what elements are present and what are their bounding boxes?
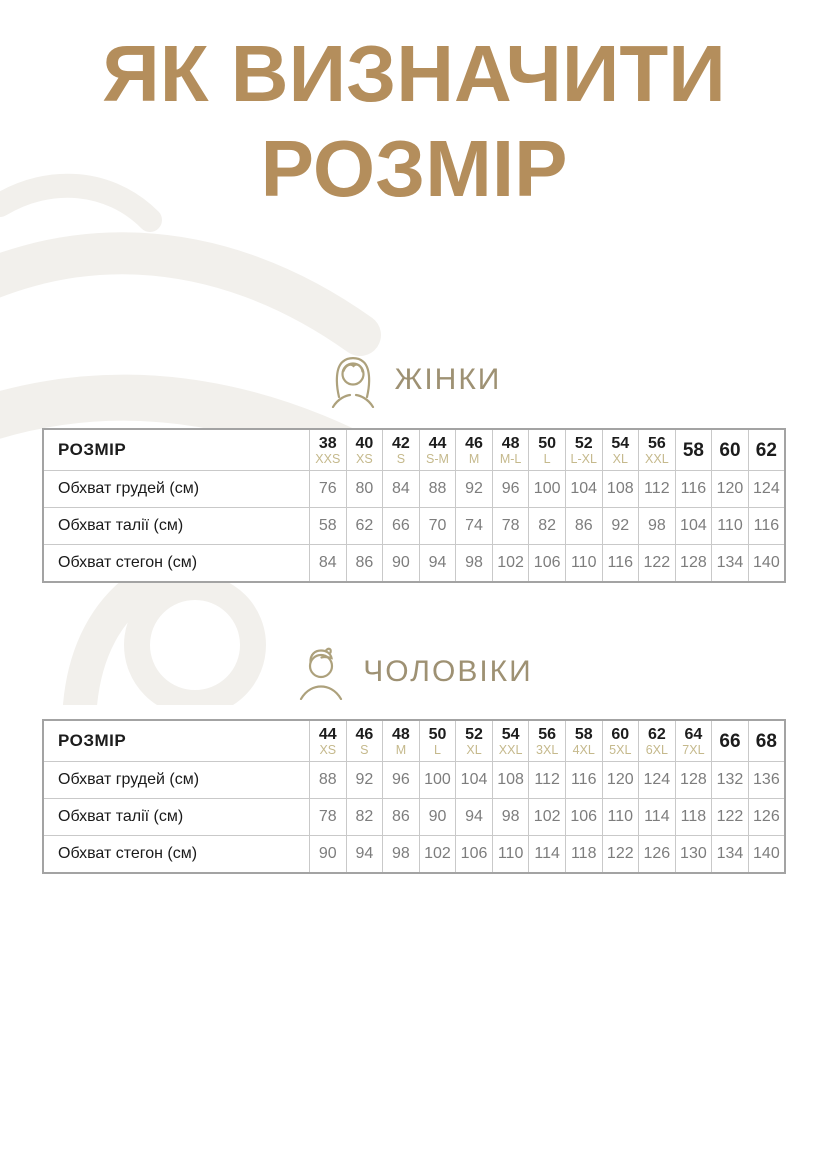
- measurement-value: 86: [565, 508, 602, 545]
- measurement-value: 84: [310, 545, 347, 583]
- measurement-value: 114: [529, 836, 566, 874]
- measurement-value: 88: [310, 762, 347, 799]
- measurement-value: 96: [492, 471, 529, 508]
- measurement-value: 92: [602, 508, 639, 545]
- measurement-value: 90: [419, 799, 456, 836]
- measurement-label: Обхват талії (см): [43, 508, 310, 545]
- measurement-label: Обхват грудей (см): [43, 762, 310, 799]
- measurement-value: 66: [383, 508, 420, 545]
- measurement-value: 62: [346, 508, 383, 545]
- size-column-header: 56 3XL: [529, 720, 566, 762]
- measurement-value: 126: [748, 799, 785, 836]
- measurement-row: [43, 799, 785, 836]
- size-column-header: 62: [748, 429, 785, 471]
- measurement-value: 86: [346, 545, 383, 583]
- measurement-value: 102: [492, 545, 529, 583]
- measurement-value: 110: [712, 508, 749, 545]
- measurement-label: Обхват грудей (см): [43, 471, 310, 508]
- men-section-header: [0, 644, 828, 700]
- size-column-header: 44 XS: [310, 720, 347, 762]
- measurement-value: 124: [748, 471, 785, 508]
- women-section-header: [0, 352, 828, 408]
- measurement-value: 116: [675, 471, 712, 508]
- measurement-value: 122: [712, 799, 749, 836]
- measurement-value: 74: [456, 508, 493, 545]
- measurement-row: [43, 762, 785, 799]
- size-column-header: 50 L: [529, 429, 566, 471]
- measurement-value: 110: [565, 545, 602, 583]
- measurement-label: Обхват талії (см): [43, 799, 310, 836]
- measurement-value: 104: [565, 471, 602, 508]
- men-section-label: ЧОЛОВІКИ: [363, 655, 533, 688]
- measurement-value: 112: [639, 471, 676, 508]
- women-size-table: [42, 428, 786, 583]
- measurement-value: 102: [529, 799, 566, 836]
- size-column-header: 54 XL: [602, 429, 639, 471]
- measurement-value: 140: [748, 836, 785, 874]
- size-column-header: 40 XS: [346, 429, 383, 471]
- measurement-label: Обхват стегон (см): [43, 545, 310, 583]
- measurement-value: 84: [383, 471, 420, 508]
- measurement-row: [43, 508, 785, 545]
- measurement-value: 90: [383, 545, 420, 583]
- size-column-header: 68: [748, 720, 785, 762]
- measurement-value: 128: [675, 762, 712, 799]
- measurement-value: 116: [602, 545, 639, 583]
- measurement-value: 106: [529, 545, 566, 583]
- measurement-value: 100: [419, 762, 456, 799]
- measurement-value: 120: [602, 762, 639, 799]
- measurement-value: 94: [419, 545, 456, 583]
- measurement-value: 92: [456, 471, 493, 508]
- size-column-header: 64 7XL: [675, 720, 712, 762]
- page-title: [0, 26, 828, 216]
- measurement-value: 98: [492, 799, 529, 836]
- size-table-header-label: РОЗМІР: [43, 429, 310, 471]
- measurement-value: 112: [529, 762, 566, 799]
- size-column-header: 58 4XL: [565, 720, 602, 762]
- measurement-value: 122: [602, 836, 639, 874]
- measurement-value: 118: [565, 836, 602, 874]
- measurement-value: 78: [310, 799, 347, 836]
- measurement-label: Обхват стегон (см): [43, 836, 310, 874]
- measurement-value: 100: [529, 471, 566, 508]
- measurement-value: 104: [456, 762, 493, 799]
- measurement-value: 104: [675, 508, 712, 545]
- page-title-line1: ЯК ВИЗНАЧИТИ: [102, 29, 726, 118]
- measurement-value: 110: [492, 836, 529, 874]
- measurement-value: 132: [712, 762, 749, 799]
- measurement-value: 134: [712, 545, 749, 583]
- size-column-header: 46 S: [346, 720, 383, 762]
- size-column-header: 62 6XL: [639, 720, 676, 762]
- measurement-row: [43, 545, 785, 583]
- measurement-value: 120: [712, 471, 749, 508]
- measurement-value: 114: [639, 799, 676, 836]
- measurement-value: 82: [529, 508, 566, 545]
- size-table-header-label: РОЗМІР: [43, 720, 310, 762]
- measurement-value: 106: [565, 799, 602, 836]
- measurement-value: 136: [748, 762, 785, 799]
- size-column-header: 52 XL: [456, 720, 493, 762]
- measurement-value: 110: [602, 799, 639, 836]
- measurement-value: 80: [346, 471, 383, 508]
- measurement-row: [43, 836, 785, 874]
- measurement-value: 98: [383, 836, 420, 874]
- measurement-value: 128: [675, 545, 712, 583]
- measurement-value: 82: [346, 799, 383, 836]
- page-title-line2: РОЗМІР: [260, 124, 568, 213]
- size-column-header: 52 L-XL: [565, 429, 602, 471]
- man-icon: [295, 644, 347, 700]
- measurement-value: 118: [675, 799, 712, 836]
- measurement-value: 96: [383, 762, 420, 799]
- size-column-header: 54 XXL: [492, 720, 529, 762]
- size-column-header: 44 S-M: [419, 429, 456, 471]
- measurement-value: 78: [492, 508, 529, 545]
- measurement-value: 94: [456, 799, 493, 836]
- size-column-header: 60: [712, 429, 749, 471]
- measurement-value: 86: [383, 799, 420, 836]
- measurement-value: 124: [639, 762, 676, 799]
- measurement-value: 92: [346, 762, 383, 799]
- size-column-header: 66: [712, 720, 749, 762]
- measurement-value: 134: [712, 836, 749, 874]
- measurement-value: 58: [310, 508, 347, 545]
- size-column-header: 58: [675, 429, 712, 471]
- size-column-header: 38 XXS: [310, 429, 347, 471]
- men-size-table: [42, 719, 786, 874]
- measurement-value: 108: [492, 762, 529, 799]
- size-column-header: 50 L: [419, 720, 456, 762]
- women-section-label: ЖІНКИ: [394, 363, 502, 396]
- size-column-header: 46 M: [456, 429, 493, 471]
- measurement-value: 90: [310, 836, 347, 874]
- measurement-value: 94: [346, 836, 383, 874]
- size-column-header: 48 M-L: [492, 429, 529, 471]
- size-column-header: 60 5XL: [602, 720, 639, 762]
- measurement-value: 126: [639, 836, 676, 874]
- measurement-value: 88: [419, 471, 456, 508]
- measurement-value: 70: [419, 508, 456, 545]
- measurement-value: 76: [310, 471, 347, 508]
- measurement-value: 98: [639, 508, 676, 545]
- measurement-value: 98: [456, 545, 493, 583]
- measurement-value: 140: [748, 545, 785, 583]
- measurement-value: 116: [565, 762, 602, 799]
- woman-icon: [327, 352, 379, 408]
- measurement-value: 102: [419, 836, 456, 874]
- measurement-value: 116: [748, 508, 785, 545]
- size-column-header: 56 XXL: [639, 429, 676, 471]
- measurement-value: 122: [639, 545, 676, 583]
- measurement-value: 130: [675, 836, 712, 874]
- size-column-header: 42 S: [383, 429, 420, 471]
- measurement-value: 108: [602, 471, 639, 508]
- measurement-value: 106: [456, 836, 493, 874]
- measurement-row: [43, 471, 785, 508]
- size-column-header: 48 M: [383, 720, 420, 762]
